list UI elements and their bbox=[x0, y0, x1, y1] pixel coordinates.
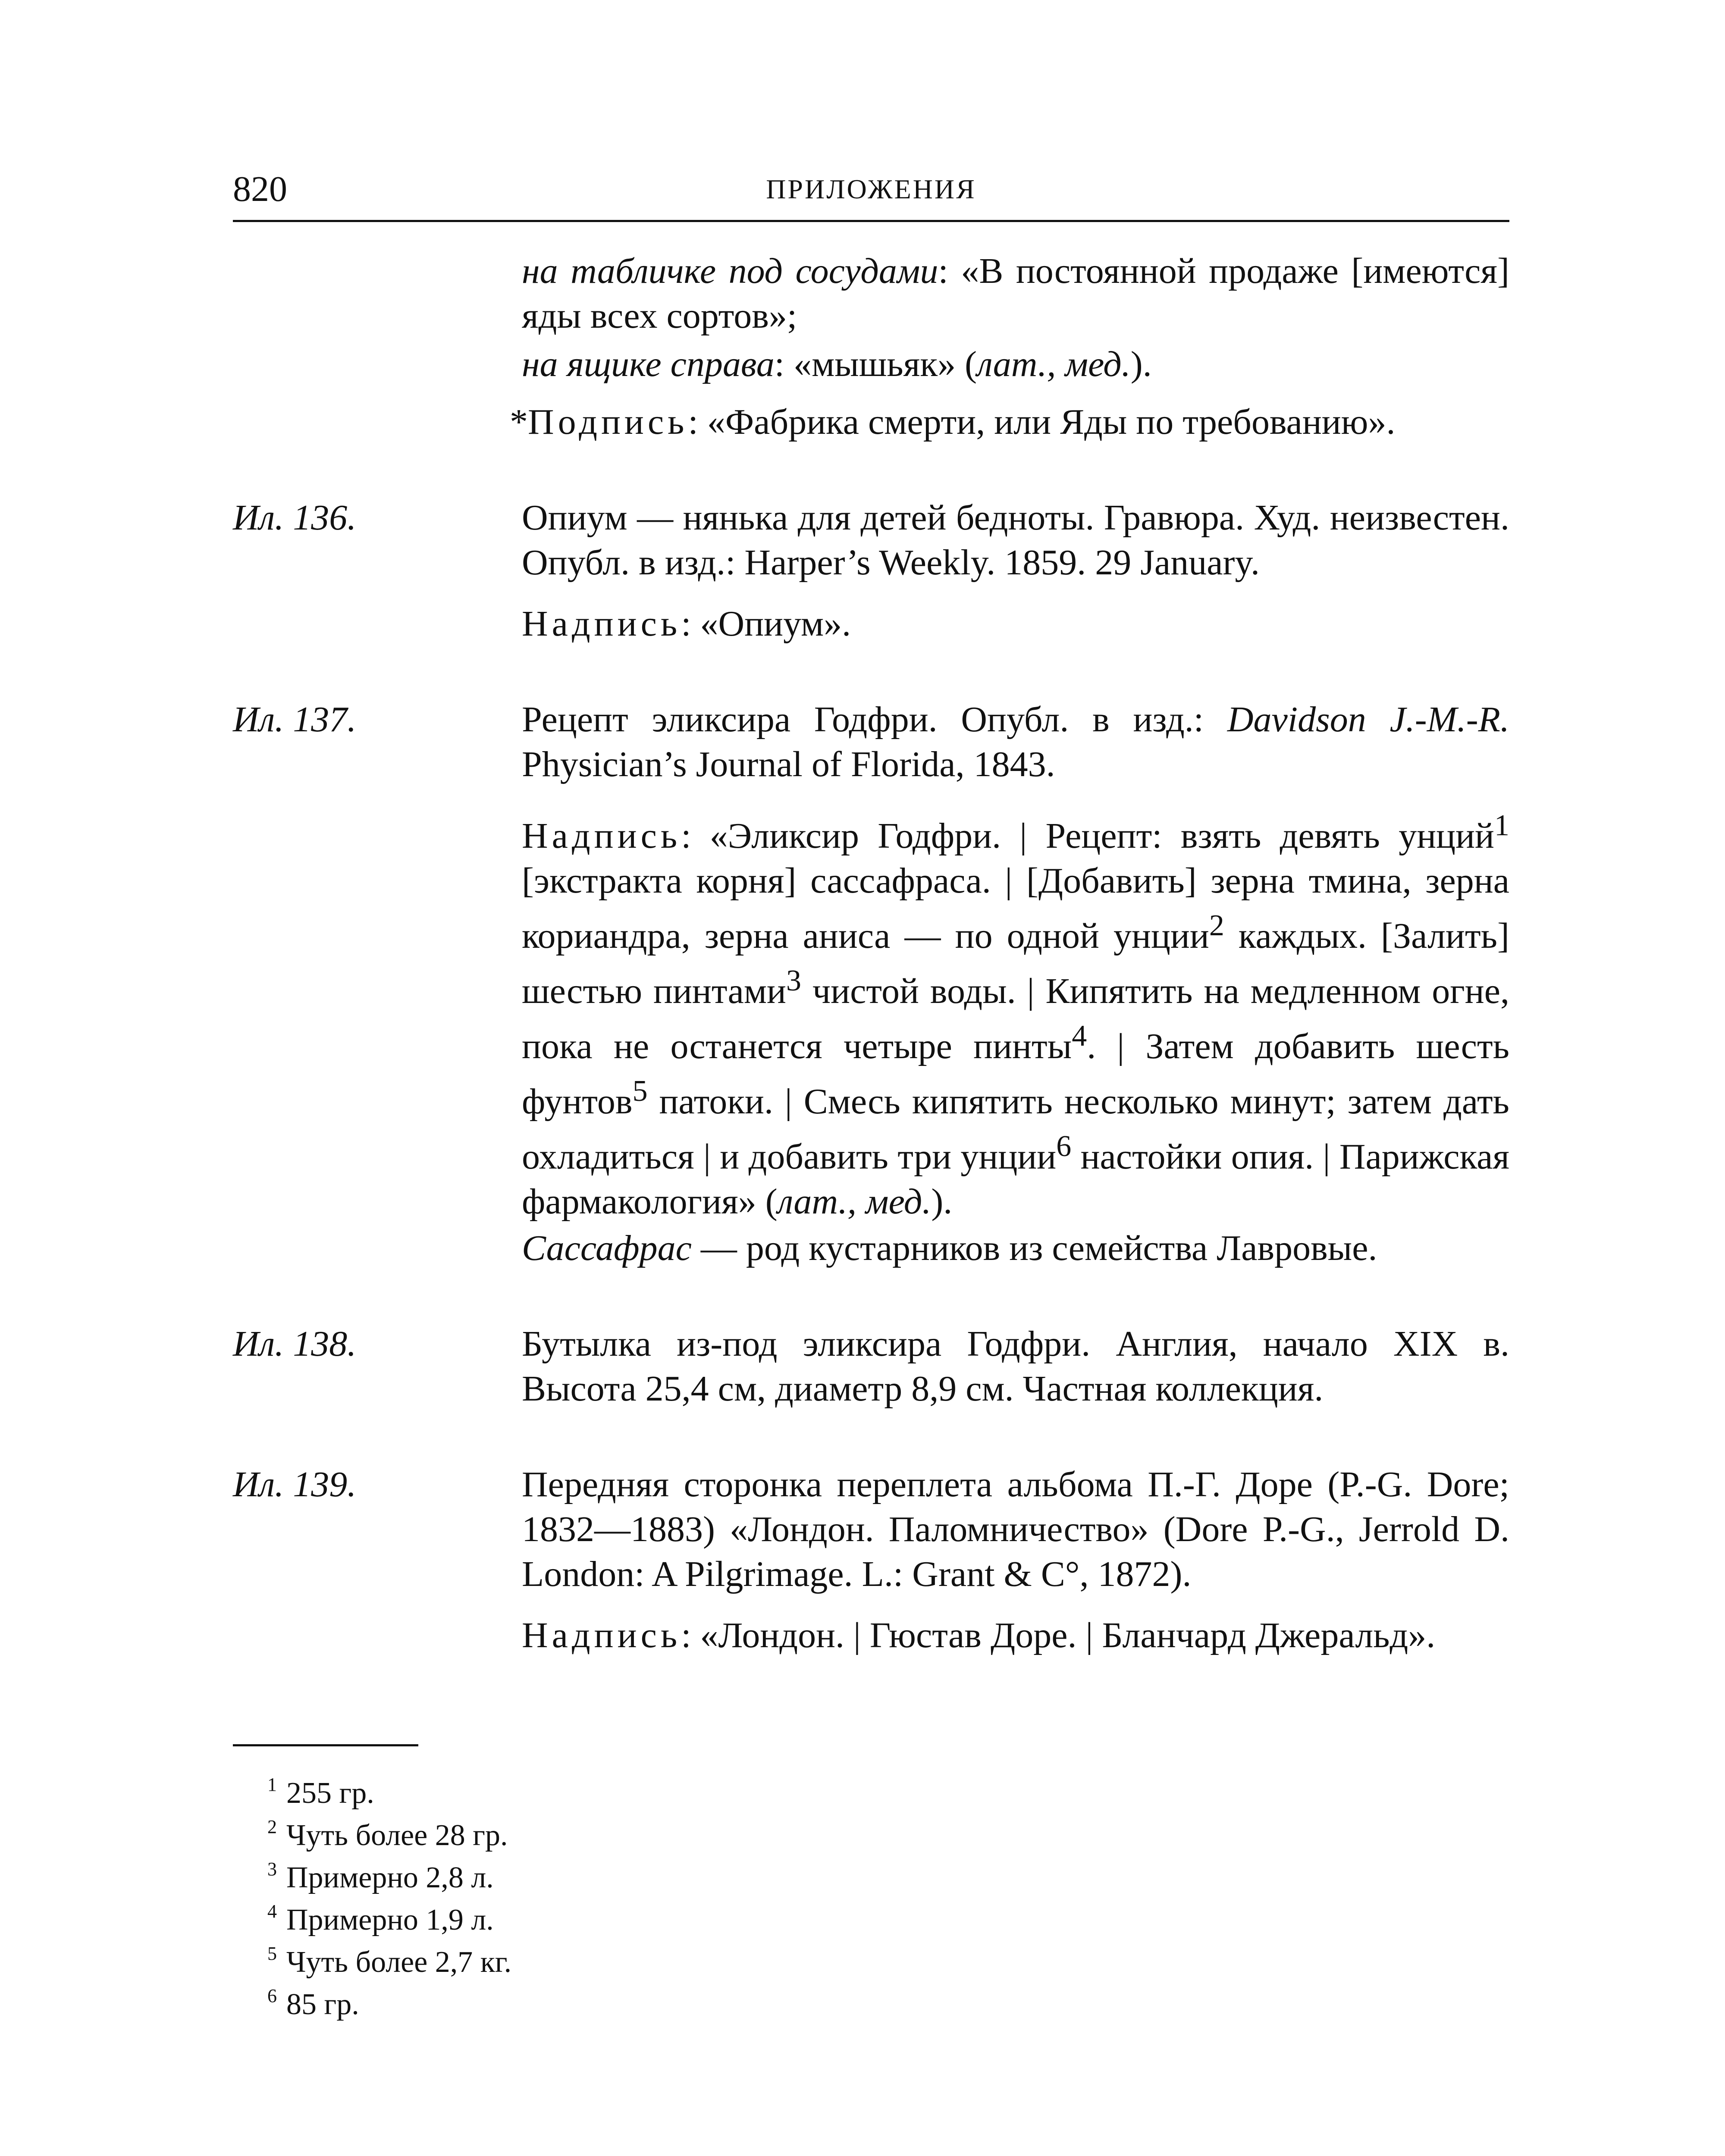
illustration-label: Ил. 136. bbox=[233, 498, 357, 538]
section-title: ПРИЛОЖЕНИЯ bbox=[766, 174, 976, 204]
continuation-line-1 bbox=[522, 249, 1509, 338]
footnote-ref[interactable]: 2 bbox=[1209, 909, 1224, 942]
footnote-text: Чуть более 28 гр. bbox=[286, 1819, 508, 1852]
footnote-ref[interactable]: 5 bbox=[632, 1075, 648, 1108]
caption-label: Подпись bbox=[528, 402, 688, 442]
footnote-ref[interactable]: 1 bbox=[1494, 809, 1509, 842]
footnote-number: 1 bbox=[267, 1774, 277, 1795]
footnote-text: 85 гр. bbox=[286, 1988, 359, 2021]
label-table-sign: на табличке под сосудами bbox=[522, 251, 938, 291]
text-box-right-a: : «мышьяк» ( bbox=[774, 344, 977, 384]
text-table-sign: : «В постоянной продаже [имеются] яды всех сортов»; bbox=[522, 251, 1509, 336]
text-box-right-b: ). bbox=[1130, 344, 1152, 384]
inscription bbox=[522, 1613, 1509, 1658]
footnote-number: 2 bbox=[267, 1816, 277, 1837]
inscription-text: . | Затем добавить шесть фунтов bbox=[522, 1026, 1510, 1122]
inscription-text: патоки. | Смесь кипятить несколько минут; затем дать охладиться | и добавить три унции bbox=[522, 1081, 1509, 1177]
footnote-text: Примерно 2,8 л. bbox=[286, 1861, 494, 1894]
running-head bbox=[233, 164, 1509, 222]
illustration-entry-136 bbox=[233, 495, 1509, 646]
footnote-ref[interactable]: 4 bbox=[1072, 1019, 1087, 1053]
illustration-description bbox=[522, 697, 1509, 787]
inscription-label: Надпись bbox=[522, 604, 681, 644]
footnote-ref[interactable]: 3 bbox=[786, 964, 802, 997]
inscription-text: : «Лондон. | Гюстав Доре. | Бланчард Джеральд». bbox=[681, 1615, 1436, 1655]
illustration-description: Опиум — нянька для детей бедноты. Гравюра. Худ. неизвестен. Опубл. в изд.: Harper’s Weekly. 1859. 29 January. bbox=[522, 498, 1509, 583]
illustration-entry-139 bbox=[233, 1462, 1509, 1658]
inscription-text: : «Эликсир Годфри. | Рецепт: взять девять унций bbox=[681, 816, 1494, 856]
footnote-ref[interactable]: 6 bbox=[1056, 1130, 1072, 1163]
author-name: Davidson J.-M.-R. bbox=[1227, 699, 1509, 740]
footnote bbox=[267, 1899, 511, 1941]
term: Сассафрас bbox=[522, 1228, 692, 1268]
page-body bbox=[233, 164, 1509, 1658]
footnote-number: 4 bbox=[267, 1901, 277, 1922]
illustration-entry-137 bbox=[233, 697, 1510, 1271]
inscription bbox=[522, 602, 1509, 646]
description-text: Рецепт эликсира Годфри. Опубл. в изд.: bbox=[522, 699, 1227, 740]
illustration-label: Ил. 139. bbox=[233, 1464, 357, 1504]
footnote bbox=[267, 1857, 511, 1899]
term-definition: — род кустарников из семейства Лавровые. bbox=[691, 1228, 1377, 1268]
continuation-block bbox=[510, 249, 1509, 445]
footnote-text: Чуть более 2,7 кг. bbox=[286, 1946, 512, 1979]
caption-text: : «Фабрика смерти, или Яды по требованию». bbox=[688, 402, 1396, 442]
term-note bbox=[522, 1226, 1509, 1271]
inscription-text: чистой воды. | Кипятить на медленном огне, пока не останется четыре пинты bbox=[522, 971, 1509, 1066]
illustration-label: Ил. 137. bbox=[233, 699, 357, 740]
inscription-text: [экстракта корня] сассафраса. | [Добавить] зерна тмина, зерна кориандра, зерна аниса — по одной унции bbox=[522, 861, 1509, 956]
label-box-right: на ящике справа bbox=[522, 344, 775, 384]
inscription-lang: лат., мед. bbox=[777, 1181, 932, 1222]
text-box-right-lang: лат., мед. bbox=[977, 344, 1131, 384]
footnote-divider bbox=[233, 1744, 418, 1746]
inscription-label: Надпись bbox=[522, 1615, 681, 1655]
footnote-number: 6 bbox=[267, 1985, 277, 2006]
asterisk-mark: * bbox=[510, 402, 528, 442]
inscription-label: Надпись bbox=[522, 816, 681, 856]
description-text: Physician’s Journal of Florida, 1843. bbox=[522, 744, 1055, 784]
page-number: 820 bbox=[233, 169, 287, 209]
illustration-description: Бутылка из-под эликсира Годфри. Англия, начало XIX в. Высота 25,4 см, диаметр 8,9 см. Частная коллекция. bbox=[522, 1324, 1509, 1409]
illustration-description: Передняя сторонка переплета альбома П.-Г. Доре (P.-G. Dore; 1832—1883) «Лондон. Паломничество» (Dore P.-G., Jerrold D. London: A Pilgrimage. L.: Grant & C°, 1872). bbox=[522, 1464, 1509, 1594]
inscription-text: каждых. [Залить] шестью пинтами bbox=[522, 916, 1509, 1011]
inscription-text: настойки опия. | Парижская фармакология» ( bbox=[522, 1137, 1509, 1222]
illustration-label: Ил. 138. bbox=[233, 1324, 357, 1364]
footnote bbox=[267, 1814, 511, 1857]
inscription bbox=[522, 803, 1509, 1224]
illustration-entry-138 bbox=[233, 1322, 1509, 1411]
inscription-text: ). bbox=[931, 1181, 953, 1222]
footnote bbox=[267, 1941, 511, 1984]
inscription-text: : «Опиум». bbox=[681, 604, 851, 644]
footnote-number: 5 bbox=[267, 1943, 277, 1964]
continuation-line-2 bbox=[522, 342, 1509, 387]
footnote-text: 255 гр. bbox=[286, 1777, 374, 1810]
footnote-text: Примерно 1,9 л. bbox=[286, 1903, 494, 1937]
caption-note bbox=[510, 400, 1509, 445]
footnote bbox=[267, 1984, 511, 2026]
footnote-number: 3 bbox=[267, 1858, 277, 1880]
footnotes bbox=[267, 1772, 511, 2026]
footnote bbox=[267, 1772, 511, 1814]
